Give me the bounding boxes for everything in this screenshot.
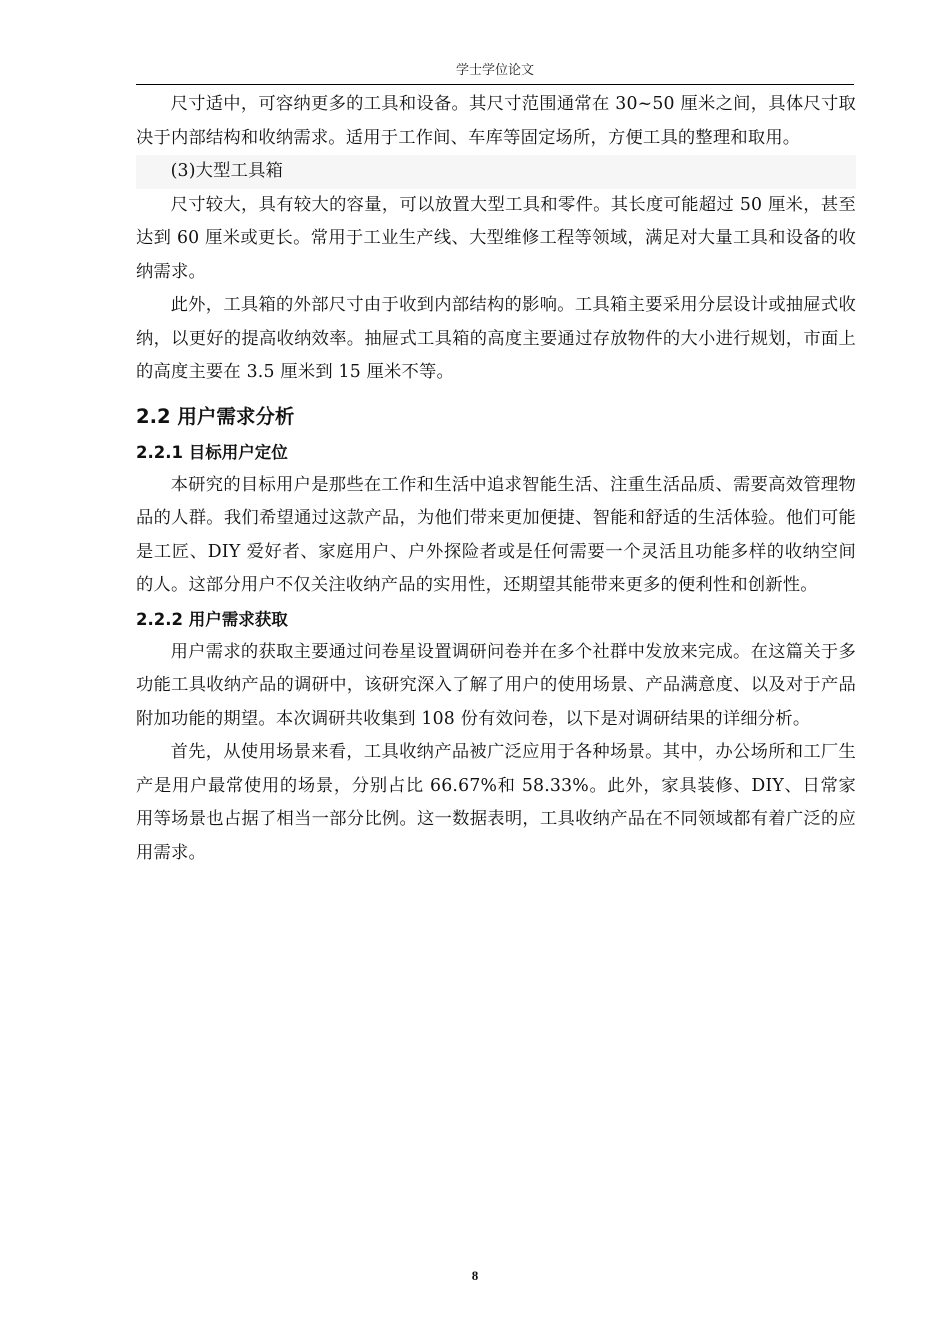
page-body	[136, 88, 856, 870]
paragraph-medium-toolbox: 尺寸适中，可容纳更多的工具和设备。其尺寸范围通常在 30~50 厘米之间，具体尺寸取决于内部结构和收纳需求。适用于工作间、车库等固定场所，方便工具的整理和取用。	[136, 94, 856, 148]
list-item-large-toolbox: (3)大型工具箱	[136, 155, 856, 189]
paragraph-large-toolbox: 尺寸较大，具有较大的容量，可以放置大型工具和零件。其长度可能超过 50 厘米，甚至达到 60 厘米或更长。常用于工业生产线、大型维修工程等领域，满足对大量工具和设备的收纳需求。	[136, 194, 856, 282]
subsection-heading-2-2-1: 2.2.1 目标用户定位	[136, 442, 288, 462]
paragraph-external-dimensions: 此外，工具箱的外部尺寸由于收到内部结构的影响。工具箱主要采用分层设计或抽屉式收纳，以更好的提高收纳效率。抽屉式工具箱的高度主要通过存放物件的大小进行规划，市面上的高度主要在 3.5 厘米到 15 厘米不等。	[136, 295, 856, 382]
paragraph-survey-method: 用户需求的获取主要通过问卷星设置调研问卷并在多个社群中发放来完成。在这篇关于多功能工具收纳产品的调研中，该研究深入了解了用户的使用场景、产品满意度、以及对于产品附加功能的期望。本次调研共收集到 108 份有效问卷，以下是对调研结果的详细分析。	[136, 641, 856, 729]
running-header: 学士学位论文	[455, 63, 534, 78]
subsection-heading-2-2-2: 2.2.2 用户需求获取	[136, 609, 288, 629]
section-heading-2-2: 2.2 用户需求分析	[136, 404, 295, 428]
header-divider	[136, 84, 854, 85]
paragraph-usage-scenarios: 首先，从使用场景来看，工具收纳产品被广泛应用于各种场景。其中，办公场所和工厂生产是用户最常使用的场景，分别占比 66.67%和 58.33%。此外，家具装修、DIY、日常家用等场景也占据了相当一部分比例。这一数据表明，工具收纳产品在不同领域都有着广泛的应用需求。	[136, 742, 856, 863]
paragraph-target-users: 本研究的目标用户是那些在工作和生活中追求智能生活、注重生活品质、需要高效管理物品的人群。我们希望通过这款产品，为他们带来更加便捷、智能和舒适的生活体验。他们可能是工匠、DIY 爱好者、家庭用户、户外探险者或是任何需要一个灵活且功能多样的收纳空间的人。这部分用户不仅关注收纳产品的实用性，还期望其能带来更多的便利性和创新性。	[136, 474, 856, 595]
page-number: 8	[471, 1268, 479, 1283]
